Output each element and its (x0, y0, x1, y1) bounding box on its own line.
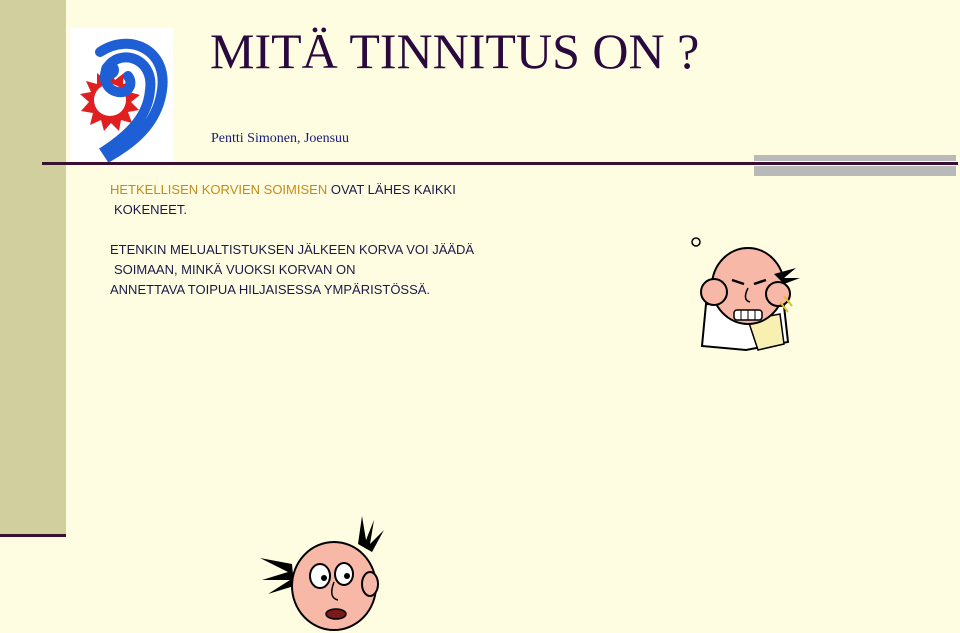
paragraph-2 (110, 240, 474, 300)
left-decorative-band (0, 0, 66, 536)
logo (70, 28, 173, 162)
author-subtitle: Pentti Simonen, Joensuu (211, 131, 350, 146)
worried-man-cartoon-icon (258, 514, 392, 633)
decorative-gray-bar-top (754, 155, 956, 161)
paragraph-2-line-3: ANNETTAVA TOIPUA HILJAISESSA YMPÄRISTÖSSÄ. (110, 282, 431, 297)
paragraph-1-line-2: KOKENEET. (114, 202, 187, 217)
page-title: MITÄ TINNITUS ON ? (210, 23, 700, 79)
title-divider (42, 162, 958, 165)
paragraph-1 (110, 180, 456, 220)
ear-logo-icon (70, 28, 173, 162)
frustrated-man-cartoon-icon (688, 234, 804, 356)
paragraph-1-accent: HETKELLISEN KORVIEN SOIMISEN (110, 182, 328, 197)
paragraph-1-rest: OVAT LÄHES KAIKKI (327, 182, 456, 197)
left-band-divider (0, 534, 66, 537)
decorative-gray-bar-bottom (754, 166, 956, 176)
paragraph-2-line-1: ETENKIN MELUALTISTUKSEN JÄLKEEN KORVA VOI JÄÄDÄ (110, 242, 475, 257)
paragraph-2-line-2: SOIMAAN, MINKÄ VUOKSI KORVAN ON (114, 262, 356, 277)
